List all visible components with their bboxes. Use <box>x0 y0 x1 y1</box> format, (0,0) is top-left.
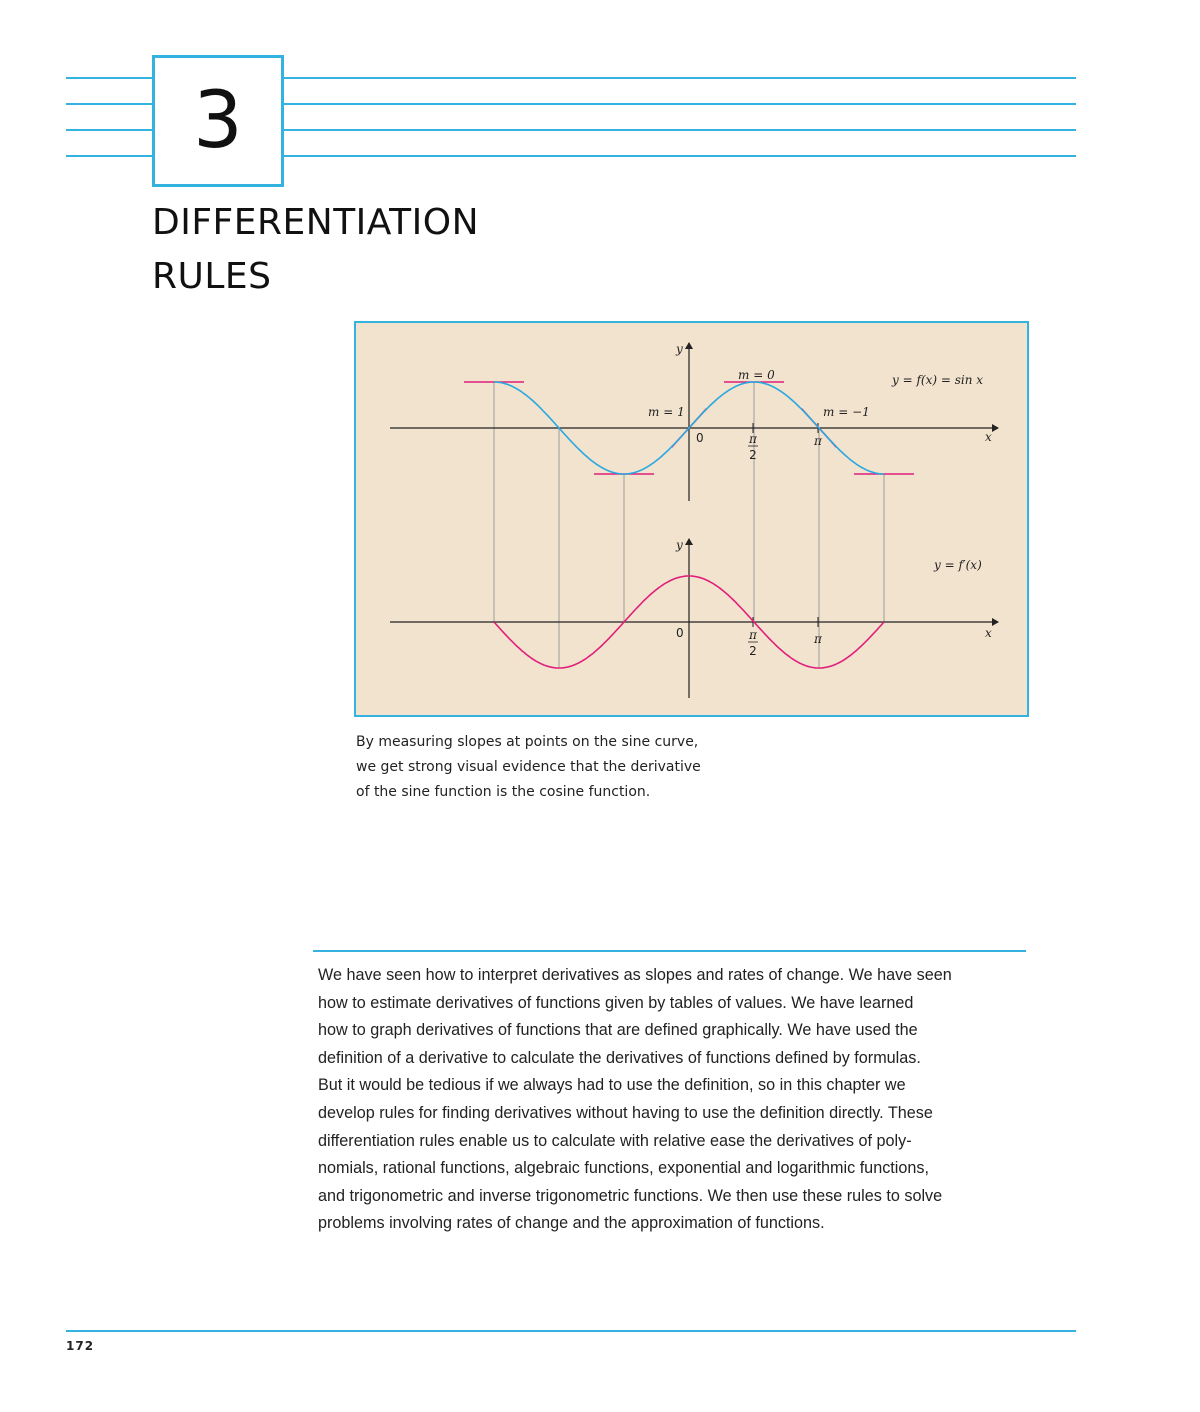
intro-line: But it would be tedious if we always had to use the definition, so in this chapter we <box>318 1076 906 1095</box>
intro-line: nomials, rational functions, algebraic functions, exponential and logarithmic functions, <box>318 1159 929 1178</box>
slope-label-m1: m = 1 <box>648 405 685 419</box>
page-number: 172 <box>66 1339 95 1353</box>
intro-line: and trigonometric and inverse trigonometric functions. We then use these rules to solve <box>318 1186 943 1205</box>
intro-line: differentiation rules enable us to calculate with relative ease the derivatives of poly- <box>318 1131 912 1150</box>
derivative-curve-label: y = f′(x) <box>934 558 982 572</box>
figure-caption <box>356 730 756 805</box>
bottom-tick-label-pi-half-num: π <box>749 628 757 642</box>
sine-curve-label: y = f(x) = sin x <box>892 373 984 387</box>
intro-paragraph <box>318 962 1018 1238</box>
intro-line: We have seen how to interpret derivatives as slopes and rates of change. We have seen <box>318 966 952 984</box>
top-y-axis-label: y <box>676 342 683 356</box>
slope-label-m0: m = 0 <box>738 368 775 382</box>
chapter-title <box>152 196 479 304</box>
intro-rule <box>313 950 1026 952</box>
top-x-axis-label: x <box>985 430 992 444</box>
bottom-x-axis-label: x <box>985 626 992 640</box>
intro-line: develop rules for finding derivatives without having to use the definition directly. These <box>318 1103 933 1122</box>
top-tick-label-pi-half-den: 2 <box>749 448 757 462</box>
caption-line: of the sine function is the cosine function. <box>356 784 651 800</box>
footer-rule <box>66 1330 1076 1332</box>
top-tick-label-pi: π <box>814 434 822 448</box>
intro-line: how to graph derivatives of functions that are defined graphically. We have used the <box>318 1021 918 1040</box>
bottom-tick-label-pi: π <box>814 632 822 646</box>
caption-line: we get strong visual evidence that the derivative <box>356 759 701 775</box>
top-tick-label-pi-half-num: π <box>749 432 757 446</box>
top-origin-label: 0 <box>696 431 704 445</box>
caption-line: By measuring slopes at points on the sine curve, <box>356 734 699 750</box>
intro-line: problems involving rates of change and the approximation of functions. <box>318 1214 825 1233</box>
bottom-tick-label-pi-half-den: 2 <box>749 644 757 658</box>
slope-label-m-neg1: m = −1 <box>823 405 870 419</box>
bottom-origin-label: 0 <box>676 626 684 640</box>
figure-sine-derivative <box>354 321 1029 717</box>
chapter-title-line: RULES <box>152 256 272 297</box>
chapter-number-box <box>152 55 284 187</box>
intro-line: definition of a derivative to calculate the derivatives of functions defined by formulas. <box>318 1048 921 1067</box>
chapter-title-line: DIFFERENTIATION <box>152 202 479 243</box>
chapter-number: 3 <box>193 76 243 166</box>
intro-line: how to estimate derivatives of functions given by tables of values. We have learned <box>318 993 914 1012</box>
figure-svg <box>356 323 1027 715</box>
bottom-y-axis-label: y <box>676 538 683 552</box>
